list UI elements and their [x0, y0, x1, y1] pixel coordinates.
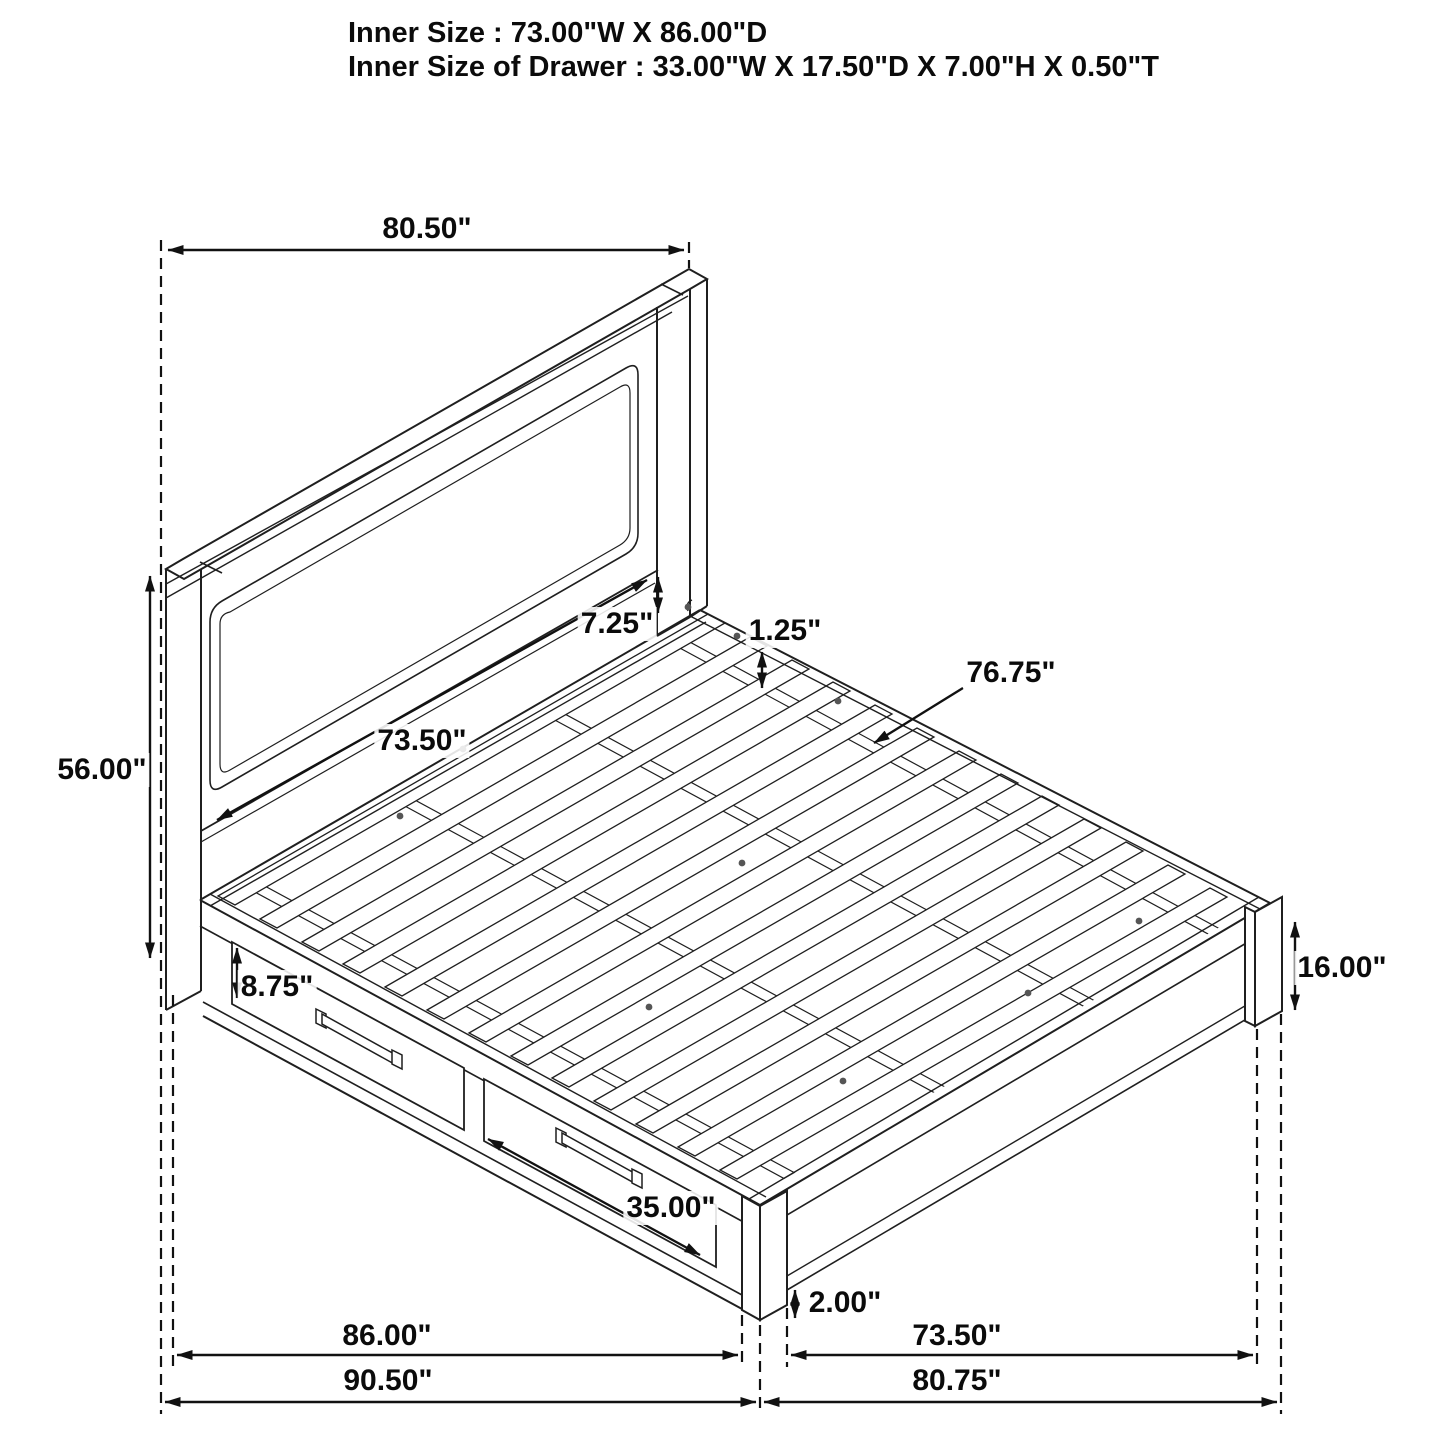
slat-deck [218, 614, 1227, 1179]
dim-drawer-height: 8.75" [238, 970, 317, 1004]
title-block [348, 16, 1159, 84]
dim-side-inner-length: 86.00" [339, 1319, 434, 1353]
dim-foot-inner-width: 73.50" [909, 1319, 1004, 1353]
dim-foot-overall-width: 80.75" [909, 1364, 1004, 1398]
dim-drawer-width: 35.00" [623, 1191, 718, 1225]
extension-lines [161, 240, 1281, 1414]
slats [218, 614, 1227, 1179]
dim-floor-clearance: 2.00" [806, 1286, 885, 1320]
dim-headboard-inner-width: 73.50" [374, 724, 469, 758]
dimension-lines [150, 250, 1295, 1402]
title-line-2: Inner Size of Drawer : 33.00"W X 17.50"D X 7.00"H X 0.50"T [348, 51, 1159, 83]
dim-slat-length: 76.75" [963, 656, 1058, 690]
right-leg [1245, 897, 1282, 1026]
dim-slat-recess: 1.25" [746, 614, 825, 648]
front-leg [742, 1191, 787, 1320]
dim-panel-gap: 7.25" [578, 607, 657, 641]
headboard-right-post [657, 279, 707, 636]
dim-overall-width: 80.50" [379, 212, 474, 246]
bed-frame [166, 269, 1282, 1320]
title-line-1: Inner Size : 73.00"W X 86.00"D [348, 17, 768, 49]
dim-platform-height: 16.00" [1294, 951, 1389, 985]
dim-headboard-height: 56.00" [54, 753, 149, 787]
dim-overall-length: 90.50" [340, 1364, 435, 1398]
headboard-left-post [166, 569, 201, 1010]
